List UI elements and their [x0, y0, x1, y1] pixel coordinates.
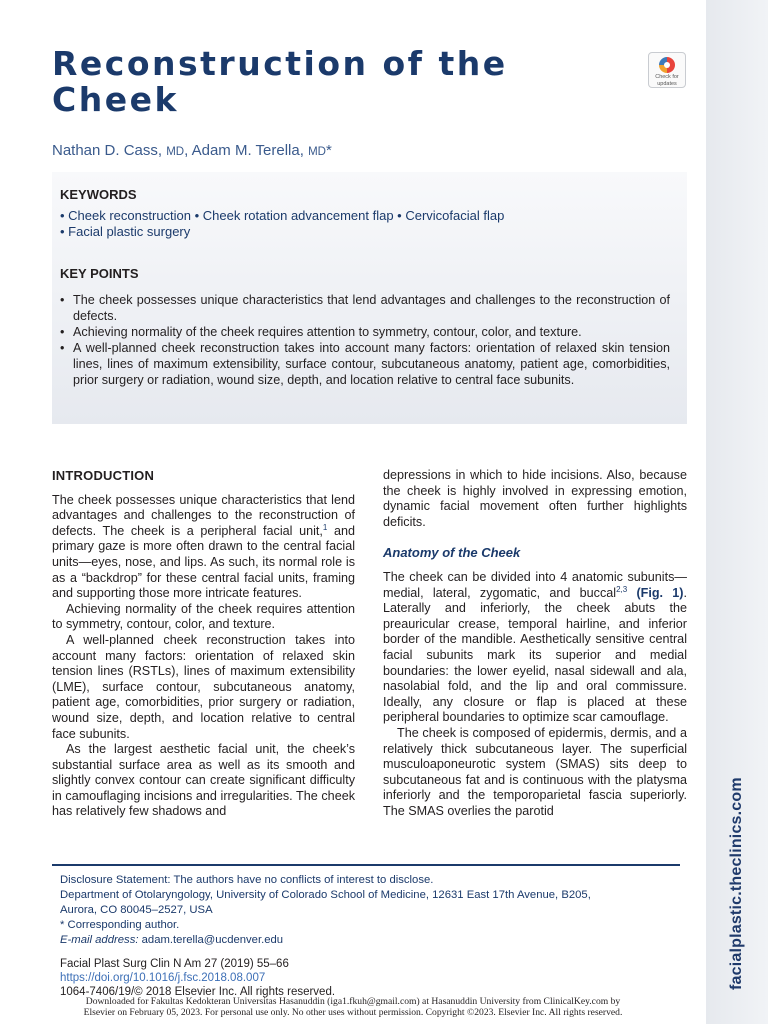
figure-1-link[interactable]: (Fig. 1)	[636, 585, 684, 600]
intro-paragraph-3: A well-planned cheek reconstruction takes into account many factors: orientation of relaxed skin tension lines (RSTLs), lines of maximum extensibility (LME), surface contour, subcutaneous anatomy, patient age, comorbidities, prior surgery or radiation, wound size, depth, and location relative to central face subunits.	[52, 632, 355, 741]
keywords-heading: KEYWORDS	[60, 187, 137, 202]
anatomy-paragraph-2: The cheek is composed of epidermis, dermis, and a relatively thick subcutaneous layer. The superficial musculoaponeurotic system (SMAS) sits deep to subcutaneous fat and is continuous with the platysma inferiorly and the temporoparietal fascia superiorly. The SMAS overlies the parotid	[383, 725, 687, 818]
author-2-name: , Adam M. Terella,	[184, 142, 309, 159]
copyright-line: 1064-7406/19/© 2018 Elsevier Inc. All rights reserved.	[60, 986, 336, 998]
download-notice-line-2: Elsevier on February 05, 2023. For personal use only. No other uses without permission. Copyright ©2023. Elsevier Inc. All rights reserved.	[83, 1007, 623, 1018]
download-notice	[0, 996, 706, 1018]
check-for-updates-badge[interactable]	[648, 52, 686, 88]
right-column	[383, 468, 687, 819]
article-title: Reconstruction of the Cheek	[52, 44, 508, 119]
author-2-degree: MD	[308, 146, 326, 158]
corresponding-author: * Corresponding author.	[60, 919, 180, 931]
key-points-heading: KEY POINTS	[60, 266, 139, 281]
badge-label-2: updates	[657, 81, 677, 87]
intro-paragraph-4: As the largest aesthetic facial unit, the cheek’s substantial surface area as well as its smooth and slightly convex contour can create significant difficulty in camouflaging incisions and irregularities. The cheek has relatively few shadows and	[52, 742, 355, 819]
anatomy-paragraph-1: The cheek can be divided into 4 anatomic subunits—medial, lateral, zygomatic, and buccal$^{2,3}$ (Fig. 1). Laterally and inferiorly, the cheek abuts the preauricular crease, temporal hairline, and inferior border of the mandible. Aesthetically sensitive central facial subunits mark its superior and medial boundaries: the lower eyelid, nasal sidewall and ala, nasolabial fold, and the lip and oral commissure. Ideally, any closure or flap is placed at these peripheral boundaries to optimize scar camouflage.	[383, 569, 687, 725]
email-label: E-mail address:	[60, 934, 139, 946]
reference-1[interactable]: 1	[322, 522, 328, 532]
intro-paragraph-2: Achieving normality of the cheek requires attention to symmetry, contour, color, and texture.	[52, 601, 355, 632]
keywords-line-2[interactable]: • Facial plastic surgery	[60, 224, 191, 239]
key-point-item: • Achieving normality of the cheek requires attention to symmetry, contour, color, and texture.	[60, 325, 582, 339]
email-address[interactable]: adam.terella@ucdenver.edu	[138, 934, 284, 946]
key-points-list	[60, 292, 670, 388]
doi-link[interactable]: https://doi.org/10.1016/j.fsc.2018.08.007	[60, 972, 266, 984]
department-line-2: Aurora, CO 80045–2527, USA	[60, 904, 213, 916]
crossmark-icon	[659, 57, 675, 73]
download-notice-line-1: Downloaded for Fakultas Kedokteran Universitas Hasanuddin (iga1.fkuh@gmail.com) at Hasanuddin University from ClinicalKey.com by	[85, 996, 621, 1007]
department-line-1: Department of Otolaryngology, University of Colorado School of Medicine, 12631 East 17th Avenue, B205,	[60, 889, 591, 901]
journal-citation: Facial Plast Surg Clin N Am 27 (2019) 55–66	[60, 958, 289, 970]
author-line	[52, 142, 332, 159]
anatomy-subheading: Anatomy of the Cheek	[383, 545, 521, 561]
journal-url-vertical: facialplastic.theclinics.com	[728, 777, 745, 990]
footnote-rule	[52, 864, 680, 866]
badge-label-1: Check for	[655, 74, 679, 80]
right-paragraph-0: depressions in which to hide incisions. Also, because the cheek is highly involved in expressing emotion, dynamic facial movement often further highlights deficits.	[383, 468, 687, 529]
author-1-name: Nathan D. Cass,	[52, 142, 167, 159]
intro-paragraph-1: The cheek possesses unique characteristics that lend advantages and challenges to the reconstruction of defects. The cheek is a peripheral facial unit,$^1$ and primary gaze is more often drawn to the central facial units—eyes, nose, and lips. As such, its normal role is as a “backdrop” for these central facial units, framing and supporting those more intricate features.	[52, 492, 355, 601]
key-point-item: • A well-planned cheek reconstruction takes into account many factors: orientation of relaxed skin tension lines, lines of maximum extensibility, surface contour, subcutaneous anatomy, patient age, comorbidities, prior surgery or radiation, wound size, depth, and location relative to central face subunits.	[60, 341, 670, 387]
keywords-line-1[interactable]: • Cheek reconstruction • Cheek rotation advancement flap • Cervicofacial flap	[60, 208, 505, 223]
corresponding-mark: *	[325, 142, 332, 159]
reference-2-3[interactable]: 2,3	[616, 584, 628, 594]
introduction-heading: INTRODUCTION	[52, 468, 155, 483]
email-line	[60, 933, 283, 948]
left-column	[52, 468, 355, 820]
author-1-degree: MD	[166, 146, 185, 158]
disclosure-statement: Disclosure Statement: The authors have no conflicts of interest to disclose.	[60, 874, 434, 886]
key-point-item: • The cheek possesses unique characteristics that lend advantages and challenges to the reconstruction of defects.	[60, 293, 670, 323]
